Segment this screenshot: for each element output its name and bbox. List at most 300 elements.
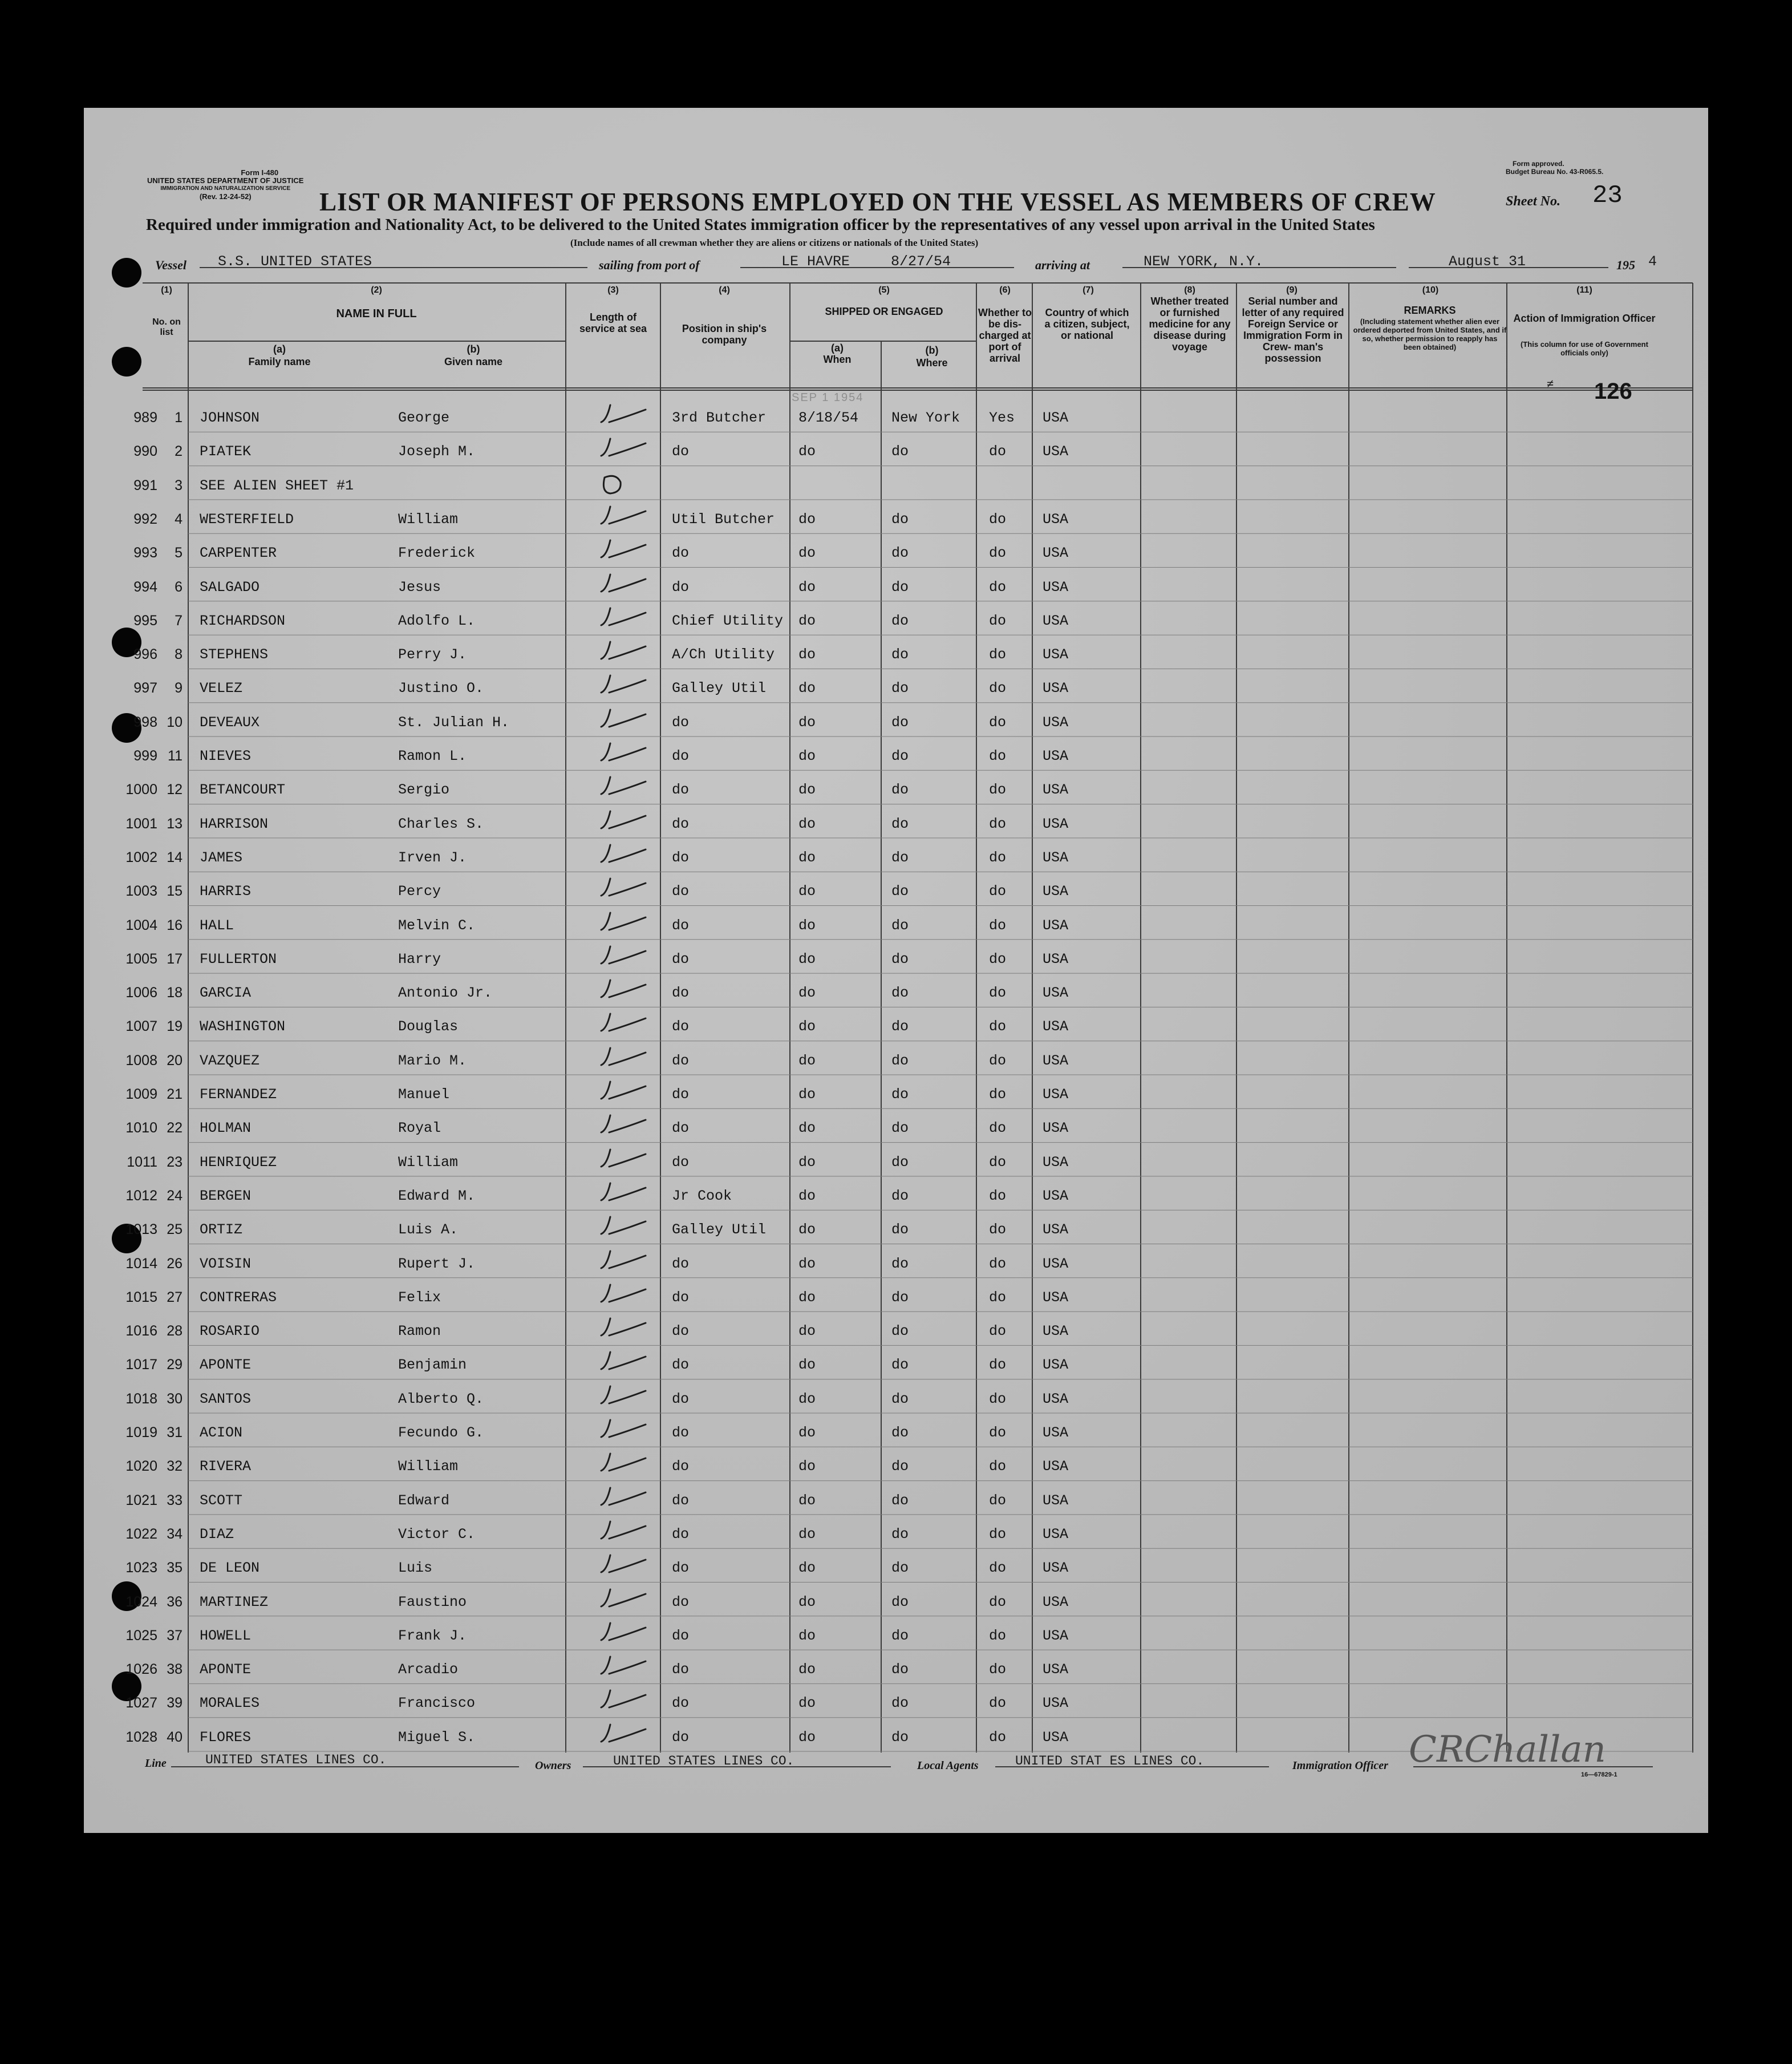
discharged: do	[989, 1695, 1007, 1712]
given-name: Alberto Q.	[398, 1390, 484, 1407]
running-total-number: 1011	[127, 1154, 157, 1170]
col-given-letter: (b)	[467, 343, 480, 355]
check-mark-icon	[593, 1076, 656, 1108]
running-total-number: 996	[133, 646, 157, 663]
shipped-when: do	[798, 578, 816, 596]
position: Jr Cook	[672, 1187, 732, 1204]
country: USA	[1043, 1120, 1069, 1137]
shipped-when: do	[798, 1018, 816, 1035]
running-total-number: 1020	[125, 1458, 157, 1475]
check-mark-icon	[593, 974, 656, 1006]
check-mark-icon	[593, 602, 656, 634]
family-name: CARPENTER	[200, 545, 277, 562]
arrival-port: NEW YORK, N.Y.	[1144, 253, 1264, 270]
col-no-on-list: No. on list	[152, 317, 181, 337]
running-total-number: 991	[133, 477, 157, 493]
shipped-where: do	[891, 1221, 909, 1239]
given-name: Frederick	[398, 545, 476, 562]
running-total-number: 1022	[125, 1525, 157, 1542]
running-total-number: 1001	[125, 815, 157, 832]
shipped-when: do	[798, 782, 816, 799]
country: USA	[1043, 1289, 1069, 1306]
running-total-number: 998	[133, 714, 157, 730]
country: USA	[1043, 714, 1069, 731]
row-number: 33	[167, 1492, 183, 1508]
running-total-number: 990	[133, 443, 157, 460]
given-name: Francisco	[398, 1695, 476, 1712]
shipped-when: do	[798, 1390, 816, 1407]
row-number: 3	[175, 477, 183, 493]
country: USA	[1043, 1221, 1069, 1239]
country: USA	[1043, 443, 1069, 460]
table-row	[0, 399, 1792, 433]
shipped-where: do	[891, 1729, 909, 1746]
shipped-when: do	[798, 1086, 816, 1103]
family-name: WASHINGTON	[200, 1018, 286, 1035]
running-total-number: 1002	[125, 849, 157, 865]
shipped-where: do	[891, 849, 909, 866]
col-remarks-note: (Including statement whether alien ever ordered deported from United States, and if so, whether permission to reapply has been obtained)	[1353, 317, 1507, 351]
running-total-number: 1026	[125, 1661, 157, 1678]
col-discharged: Whether to be dis- charged at port of arrival	[978, 307, 1032, 364]
given-name: Luis A.	[398, 1221, 459, 1239]
position: do	[672, 545, 690, 562]
department-name: UNITED STATES DEPARTMENT OF JUSTICE	[147, 176, 304, 185]
country: USA	[1043, 1357, 1069, 1374]
running-total-number: 1016	[125, 1323, 157, 1339]
col-num-5: (5)	[878, 285, 890, 295]
table-row	[0, 704, 1792, 738]
position: do	[672, 1593, 690, 1610]
discharged: do	[989, 1729, 1007, 1746]
discharged: do	[989, 950, 1007, 968]
running-total-number: 1017	[125, 1357, 157, 1373]
row-number: 15	[167, 883, 183, 900]
discharged: do	[989, 1187, 1007, 1204]
shipped-where: do	[891, 1458, 909, 1475]
check-mark-icon	[593, 1279, 656, 1311]
row-number: 2	[175, 443, 183, 460]
family-name: APONTE	[200, 1357, 252, 1374]
country: USA	[1043, 985, 1069, 1002]
shipped-where: do	[891, 1323, 909, 1340]
running-total-number: 1009	[125, 1086, 157, 1102]
check-mark-icon	[593, 433, 656, 465]
discharged: do	[989, 1357, 1007, 1374]
arrival-date: August 31	[1449, 253, 1526, 270]
shipped-where: do	[891, 511, 909, 528]
col-num-7: (7)	[1083, 285, 1094, 295]
check-mark-icon	[593, 1482, 656, 1514]
shipped-when: do	[798, 950, 816, 968]
country: USA	[1043, 1390, 1069, 1407]
table-row	[0, 1144, 1792, 1177]
position: do	[672, 1560, 690, 1577]
country: USA	[1043, 1086, 1069, 1103]
position: do	[672, 815, 690, 832]
running-total-number: 994	[133, 578, 157, 595]
row-number: 5	[175, 545, 183, 561]
col-action-note: (This column for use of Government officials only)	[1521, 340, 1648, 357]
check-mark-icon	[593, 907, 656, 939]
check-mark-icon	[593, 636, 656, 668]
discharged: do	[989, 985, 1007, 1002]
table-row	[0, 1617, 1792, 1651]
discharged: do	[989, 443, 1007, 460]
table-row	[0, 1685, 1792, 1718]
family-name: HENRIQUEZ	[200, 1154, 277, 1171]
table-row	[0, 806, 1792, 839]
check-mark-icon	[593, 399, 656, 431]
table-row	[0, 771, 1792, 805]
running-total-number: 1025	[125, 1627, 157, 1644]
row-number: 11	[168, 748, 183, 764]
given-name: Luis	[398, 1560, 433, 1577]
departure-port: LE HAVRE	[781, 253, 850, 270]
row-number: 18	[167, 985, 183, 1001]
position: do	[672, 917, 690, 934]
shipped-where: do	[891, 1695, 909, 1712]
col-num-11: (11)	[1576, 285, 1592, 295]
row-number: 23	[167, 1154, 183, 1170]
discharged: Yes	[989, 410, 1015, 426]
running-total-number: 1005	[125, 950, 157, 967]
col-given-name: Given name	[444, 356, 503, 367]
running-total-number: 1023	[125, 1560, 157, 1576]
given-name: Faustino	[398, 1593, 467, 1610]
revision-date: (Rev. 12-24-52)	[199, 192, 252, 201]
col-num-9: (9)	[1286, 285, 1298, 295]
table-row	[0, 1076, 1792, 1110]
table-row	[0, 974, 1792, 1008]
shipped-where: do	[891, 545, 909, 562]
shipped-when: do	[798, 917, 816, 934]
shipped-where: do	[891, 1289, 909, 1306]
running-total-number: 1003	[125, 883, 157, 900]
discharged: do	[989, 1424, 1007, 1441]
given-name: Joseph M.	[398, 443, 476, 460]
print-code: 16—67829-1	[1581, 1771, 1617, 1778]
running-total-number: 1019	[125, 1424, 157, 1440]
given-name: William	[398, 1154, 459, 1171]
family-name: JAMES	[200, 849, 243, 866]
check-mark-icon	[593, 704, 656, 736]
include-note: (Include names of all crewman whether they are aliens or citizens or nationals of the United States)	[570, 237, 979, 248]
family-name: DEVEAUX	[200, 714, 260, 731]
shipped-when: do	[798, 1052, 816, 1069]
punch-hole	[112, 347, 141, 377]
table-row	[0, 907, 1792, 941]
check-mark-icon	[593, 1346, 656, 1378]
country: USA	[1043, 748, 1069, 764]
shipped-where: do	[891, 1357, 909, 1374]
check-mark-icon	[593, 501, 656, 533]
row-number: 32	[167, 1458, 183, 1475]
shipped-where: do	[891, 1627, 909, 1644]
check-mark-icon	[593, 1685, 656, 1717]
shipped-where: do	[891, 1525, 909, 1543]
discharged: do	[989, 1221, 1007, 1239]
family-name: CONTRERAS	[200, 1289, 277, 1306]
running-total-number: 992	[133, 511, 157, 527]
table-row	[0, 1042, 1792, 1076]
shipped-where: do	[891, 782, 909, 799]
check-mark-icon	[593, 873, 656, 905]
discharged: do	[989, 1120, 1007, 1137]
shipped-when: do	[798, 849, 816, 866]
row-number: 30	[167, 1390, 183, 1407]
shipped-where: do	[891, 985, 909, 1002]
country: USA	[1043, 883, 1069, 900]
shipped-where: do	[891, 1593, 909, 1610]
row-number: 40	[167, 1729, 183, 1745]
arriving-label: arriving at	[1035, 258, 1090, 272]
country: USA	[1043, 1255, 1069, 1272]
table-row	[0, 1381, 1792, 1414]
family-name: SCOTT	[200, 1492, 243, 1509]
discharged: do	[989, 1661, 1007, 1678]
shipped-where: do	[891, 646, 909, 663]
col-num-2: (2)	[371, 285, 382, 295]
row-number: 37	[167, 1627, 183, 1644]
family-name: VAZQUEZ	[200, 1052, 260, 1069]
position: do	[672, 1458, 690, 1475]
shipped-when: 8/18/54	[798, 410, 859, 426]
family-name: RIVERA	[200, 1458, 252, 1475]
discharged: do	[989, 782, 1007, 799]
shipped-when: do	[798, 1120, 816, 1137]
shipped-when: do	[798, 1357, 816, 1374]
given-name: Adolfo L.	[398, 612, 476, 629]
row-number: 22	[167, 1120, 183, 1136]
country: USA	[1043, 646, 1069, 663]
table-row	[0, 1245, 1792, 1279]
col-name-in-full: NAME IN FULL	[336, 307, 417, 320]
country: USA	[1043, 1560, 1069, 1577]
col-medicine: Whether treated or furnished medicine for any disease during voyage	[1149, 296, 1231, 353]
shipped-where: do	[891, 1424, 909, 1441]
family-name: HOWELL	[200, 1627, 252, 1644]
row-number: 4	[175, 511, 183, 527]
shipped-where: do	[891, 680, 909, 697]
shipped-when: do	[798, 1492, 816, 1509]
form-approved-text: Form approved.	[1513, 160, 1564, 168]
country: USA	[1043, 1729, 1069, 1746]
budget-bureau-text: Budget Bureau No. 43-R065.5.	[1506, 168, 1604, 176]
given-name: Benjamin	[398, 1357, 467, 1374]
check-mark-icon	[593, 1516, 656, 1548]
running-total-number: 1007	[125, 1018, 157, 1035]
family-name: HARRIS	[200, 883, 252, 900]
country: USA	[1043, 782, 1069, 799]
given-name: Percy	[398, 883, 441, 900]
stamp-impression: SEP 1 1954	[792, 391, 864, 404]
shipped-when: do	[798, 1458, 816, 1475]
position: do	[672, 1120, 690, 1137]
shipped-where: do	[891, 1390, 909, 1407]
row-number: 39	[167, 1695, 183, 1711]
discharged: do	[989, 714, 1007, 731]
running-total-number: 995	[133, 612, 157, 629]
position: do	[672, 748, 690, 764]
discharged: do	[989, 1593, 1007, 1610]
country: USA	[1043, 1018, 1069, 1035]
given-name: Perry J.	[398, 646, 467, 663]
shipped-when: do	[798, 1424, 816, 1441]
table-row	[0, 941, 1792, 974]
country: USA	[1043, 1661, 1069, 1678]
position: do	[672, 1729, 690, 1746]
shipped-where: do	[891, 1187, 909, 1204]
check-mark-icon	[593, 1110, 656, 1142]
family-name: GARCIA	[200, 985, 252, 1002]
shipped-when: do	[798, 646, 816, 663]
country: USA	[1043, 1154, 1069, 1171]
col-serial-number: Serial number and letter of any required Foreign Service or Immigration Form in Crew- man's possession	[1242, 296, 1344, 364]
crew-count: 126	[1594, 379, 1632, 404]
discharged: do	[989, 578, 1007, 596]
table-row	[0, 636, 1792, 670]
position: do	[672, 443, 690, 460]
given-name: Ramon L.	[398, 748, 467, 764]
given-name: Manuel	[398, 1086, 450, 1103]
given-name: Arcadio	[398, 1661, 459, 1678]
position: 3rd Butcher	[672, 410, 767, 426]
given-name: Douglas	[398, 1018, 459, 1035]
page-title: LIST OR MANIFEST OF PERSONS EMPLOYED ON THE VESSEL AS MEMBERS OF CREW	[319, 188, 1436, 216]
country: USA	[1043, 1187, 1069, 1204]
col-where-letter: (b)	[925, 345, 939, 356]
given-name: Charles S.	[398, 815, 484, 832]
shipped-where: New York	[891, 410, 960, 426]
check-mark-icon	[593, 1245, 656, 1277]
shipped-where: do	[891, 1154, 909, 1171]
shipped-when: do	[798, 1729, 816, 1746]
family-name: BETANCOURT	[200, 782, 286, 799]
country: USA	[1043, 612, 1069, 629]
row-number: 14	[167, 849, 183, 865]
position: do	[672, 1052, 690, 1069]
shipped-when: do	[798, 1560, 816, 1577]
table-row	[0, 602, 1792, 636]
discharged: do	[989, 1255, 1007, 1272]
family-name: MORALES	[200, 1695, 260, 1712]
shipped-when: do	[798, 1187, 816, 1204]
given-name: Ramon	[398, 1323, 441, 1340]
shipped-when: do	[798, 1661, 816, 1678]
table-row	[0, 839, 1792, 873]
check-mark-icon	[593, 1313, 656, 1345]
family-name: VOISIN	[200, 1255, 252, 1272]
position: do	[672, 1424, 690, 1441]
row-number: 8	[175, 646, 183, 663]
check-mark-icon	[593, 1719, 656, 1751]
position: do	[672, 1154, 690, 1171]
col-num-6: (6)	[999, 285, 1011, 295]
discharged: do	[989, 1289, 1007, 1306]
position: A/Ch Utility	[672, 646, 775, 663]
check-mark-icon	[593, 1414, 656, 1446]
shipped-where: do	[891, 1492, 909, 1509]
subtitle: Required under immigration and Nationality Act, to be delivered to the United States immigration officer by the representatives of any vessel upon arrival in the United States	[146, 216, 1375, 234]
given-name: Rupert J.	[398, 1255, 476, 1272]
shipped-when: do	[798, 748, 816, 764]
table-row	[0, 1211, 1792, 1245]
check-mark-icon	[593, 1584, 656, 1616]
row-number: 19	[167, 1018, 183, 1035]
family-name: VELEZ	[200, 680, 243, 697]
shipped-when: do	[798, 612, 816, 629]
discharged: do	[989, 612, 1007, 629]
country: USA	[1043, 917, 1069, 934]
running-total-number: 997	[133, 680, 157, 697]
table-row	[0, 1346, 1792, 1380]
running-total-number: 1006	[125, 985, 157, 1001]
shipped-where: do	[891, 1052, 909, 1069]
country: USA	[1043, 1323, 1069, 1340]
tally-mark: ≠	[1547, 377, 1554, 391]
country: USA	[1043, 1525, 1069, 1543]
row-number: 26	[167, 1255, 183, 1272]
check-mark-icon	[593, 535, 656, 566]
col-action: Action of Immigration Officer	[1513, 313, 1656, 324]
running-total-number: 1028	[125, 1729, 157, 1745]
year-suffix: 4	[1648, 253, 1657, 270]
row-number: 20	[167, 1052, 183, 1069]
col-family-letter: (a)	[273, 343, 286, 355]
owners-label: Owners	[535, 1759, 571, 1772]
row-number: 25	[167, 1221, 183, 1238]
discharged: do	[989, 815, 1007, 832]
check-mark-icon	[593, 1651, 656, 1683]
family-name: FLORES	[200, 1729, 252, 1746]
country: USA	[1043, 950, 1069, 968]
position: do	[672, 1627, 690, 1644]
row-number: 34	[167, 1525, 183, 1542]
family-name: DIAZ	[200, 1525, 234, 1543]
position: do	[672, 1323, 690, 1340]
shipped-when: do	[798, 1255, 816, 1272]
table-row	[0, 1279, 1792, 1313]
given-name: Edward	[398, 1492, 450, 1509]
position: do	[672, 782, 690, 799]
position: Galley Util	[672, 1221, 767, 1239]
table-row	[0, 1584, 1792, 1617]
table-row	[0, 569, 1792, 602]
sheet-number: 23	[1592, 181, 1623, 210]
form-number: Form I-480	[241, 168, 279, 177]
running-total-number: 1013	[125, 1221, 157, 1238]
sailing-label: sailing from port of	[599, 258, 700, 272]
position: do	[672, 950, 690, 968]
check-mark-icon	[593, 1448, 656, 1480]
check-mark-icon	[593, 941, 656, 973]
sheet-label: Sheet No.	[1506, 194, 1560, 209]
table-row	[0, 1651, 1792, 1685]
table-row	[0, 433, 1792, 467]
running-total-number: 1000	[125, 782, 157, 798]
col-country: Country of which a citizen, subject, or national	[1044, 307, 1130, 341]
given-name: Mario M.	[398, 1052, 467, 1069]
discharged: do	[989, 1627, 1007, 1644]
country: USA	[1043, 511, 1069, 528]
row-number: 1	[175, 410, 183, 426]
row-number: 10	[167, 714, 183, 730]
row-number: 36	[167, 1593, 183, 1610]
running-total-number: 1004	[125, 917, 157, 933]
col-num-4: (4)	[719, 285, 730, 295]
country: USA	[1043, 1052, 1069, 1069]
